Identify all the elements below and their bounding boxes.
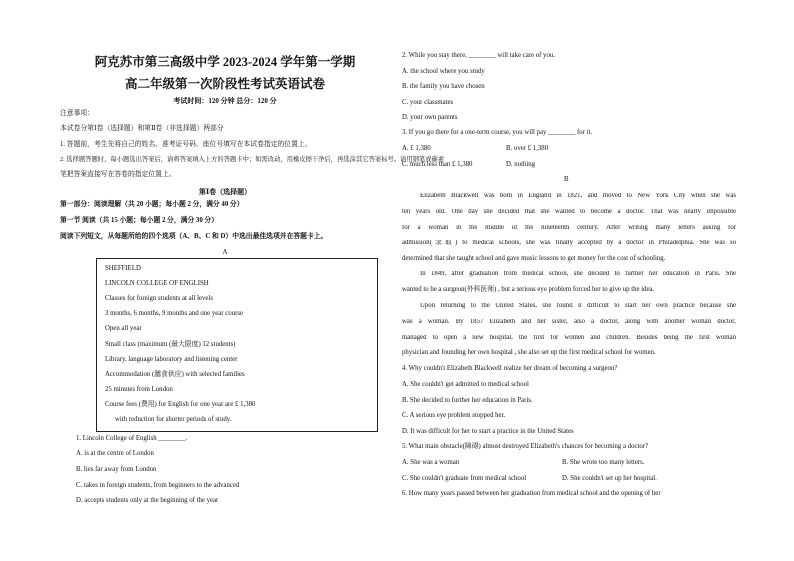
q5-option-d: D. She couldn't set up her hospital. (562, 475, 657, 482)
passage-b-line: Upon returning to the United States, she found it difficult to start her own practice because she (420, 303, 736, 309)
passage-b-line: admission(录取) to medical schools, she was finally accepted by a doctor in Philadelphia. She was so (402, 240, 736, 246)
q5-stem: 5. What main obstacle(障碍) almost destroyed Elizabeth's chances for becoming a doctor? (402, 443, 649, 450)
exam-title-line1: 阿克苏市第三高级中学 2023-2024 学年第一学期 (94, 55, 356, 69)
q6-stem: 6. How many years passed between her graduation from medical school and the opening of her (402, 490, 661, 497)
passage-b-line: managed to open a new hospital, the first for women and children. Besides being the first woman (402, 335, 736, 341)
notes-heading: 注意事项： (60, 110, 94, 117)
q4-option-a: A. She couldn't get admitted to medical school (402, 381, 529, 388)
q1-option-b: B. lies far away from London (76, 466, 157, 473)
ad-line: Library, language laboratory and listening center (105, 356, 238, 363)
q3-stem: 3. If you go there for a one-term course, you will pay ________ for it. (402, 129, 593, 136)
part1-heading: 第一部分：阅读理解（共 20 小题；每小题 2 分，满分 40 分） (60, 201, 244, 208)
q1-option-a: A. is at the centre of London (76, 450, 154, 457)
passage-b-line: Elizabeth Blackwell was born in England in 1821, and moved to New York City when she was (420, 193, 736, 199)
q3-option-d: D. nothing (506, 161, 536, 168)
q5-option-b: B. She wrote too many letters. (562, 459, 645, 466)
q2-option-c: C. your classmates (402, 99, 454, 106)
ad-line: SHEFFIELD (105, 265, 141, 272)
q3-option-a: A. £ 1,380 (402, 145, 431, 152)
notes-line: 笔把答案直接写在答卷的指定位置上。 (60, 171, 176, 178)
section1-heading: 第一节 阅读（共 15 小题；每小题 2 分，满分 30 分） (60, 217, 219, 224)
ad-line: 25 minutes from London (105, 386, 173, 393)
passage-a-label: A (222, 248, 228, 256)
q2-option-b: B. the family you have chosen (402, 83, 485, 90)
q4-option-c: C. A serious eye problem stopped her. (402, 412, 506, 419)
passage-b-line: In 1849, after graduation from medical school, she decided to further her education in Paris. She (420, 271, 736, 277)
ad-line: with reduction for shorter periods of study. (115, 416, 232, 423)
reading-instruction: 阅读下列短文，从每题所给的四个选项（A、B、C 和 D）中选出最佳选项并在答题卡上。 (60, 233, 328, 240)
notes-line: 本试卷分第Ⅰ卷（选择题）和第Ⅱ卷（非选择题）两部分 (60, 125, 224, 132)
part-title: 第Ⅰ卷（选择题） (198, 188, 252, 196)
q2-option-a: A. the school where you study (402, 68, 485, 75)
passage-b-line: was a woman. By 1857 Elizabeth and her sister, also a doctor, along with another woman doctor, (402, 319, 736, 325)
q5-option-a: A. She was a woman (402, 459, 460, 466)
q1-option-d: D. accepts students only at the beginning of the year (76, 497, 219, 504)
exam-title-line2: 高二年级第一次阶段性考试英语试卷 (124, 77, 325, 91)
notes-line: 1. 答题前，考生先将自己的姓名、准考证号码、座位号填写在本试卷指定的位置上。 (60, 141, 312, 148)
notes-line: 2. 选择题答题时，每小题选出答案后，请将答案填入上方的答题卡中；如需改动，用橡皮擦干净后，再选涂其它答案标号。请用钢笔或碳素 (60, 156, 445, 163)
ad-line: LINCOLN COLLEGE OF ENGLISH (105, 280, 209, 287)
q2-option-d: D. your own parents (402, 114, 458, 121)
q4-option-d: D. It was difficult for her to start a practice in the United States (402, 428, 574, 435)
q4-stem: 4. Why couldn't Elizabeth Blackwell realize her dream of becoming a surgeon? (402, 365, 618, 372)
advertisement-box (96, 258, 378, 432)
ad-line: 3 months, 6 months, 9 months and one year course (105, 310, 243, 317)
passage-b-line: physician and founding her own hospital , she also set up the first medical school for women. (402, 349, 656, 356)
passage-b-line: for a woman in the middle of the nineteenth century. After writing many letters asking for (402, 225, 736, 231)
passage-b-label: B (564, 176, 569, 183)
q4-option-b: B. She decided to further her education in Paris. (402, 397, 533, 404)
passage-b-line: wanted to be a surgeon(外科医师) , but a serious eye problem forced her to give up the idea. (402, 286, 655, 293)
ad-line: Small class (maximum (最大限度) 12 students) (105, 341, 236, 348)
ad-line: Classes for foreign students at all levels (105, 295, 213, 302)
q1-stem: 1. Lincoln College of English ________. (76, 435, 188, 442)
passage-b-line: ten years old. One day she decided that she wanted to become a doctor. That was nearly impossible (402, 209, 736, 215)
passage-b-line: determined that she taught school and gave music lessons to get money for the cost of schooling. (402, 255, 666, 262)
ad-line: Accommodation (膳食供应) with selected families (105, 371, 245, 378)
q3-option-c: C. much less than £ 1,380 (402, 161, 473, 168)
q5-option-c: C. She couldn't graduate from medical school (402, 475, 527, 482)
ad-line: Course fees (费用) for English for one year are £ 1,380 (105, 401, 256, 408)
q1-option-c: C. takes in foreign students, from beginners to the advanced (76, 482, 240, 489)
ad-line: Open all year (105, 325, 142, 332)
exam-info: 考试时间：120 分钟 总分：120 分 (173, 97, 277, 105)
q3-option-b: B. over £ 1,380 (506, 145, 549, 152)
q2-stem: 2. While you stay there, ________ will take care of you. (402, 52, 555, 59)
